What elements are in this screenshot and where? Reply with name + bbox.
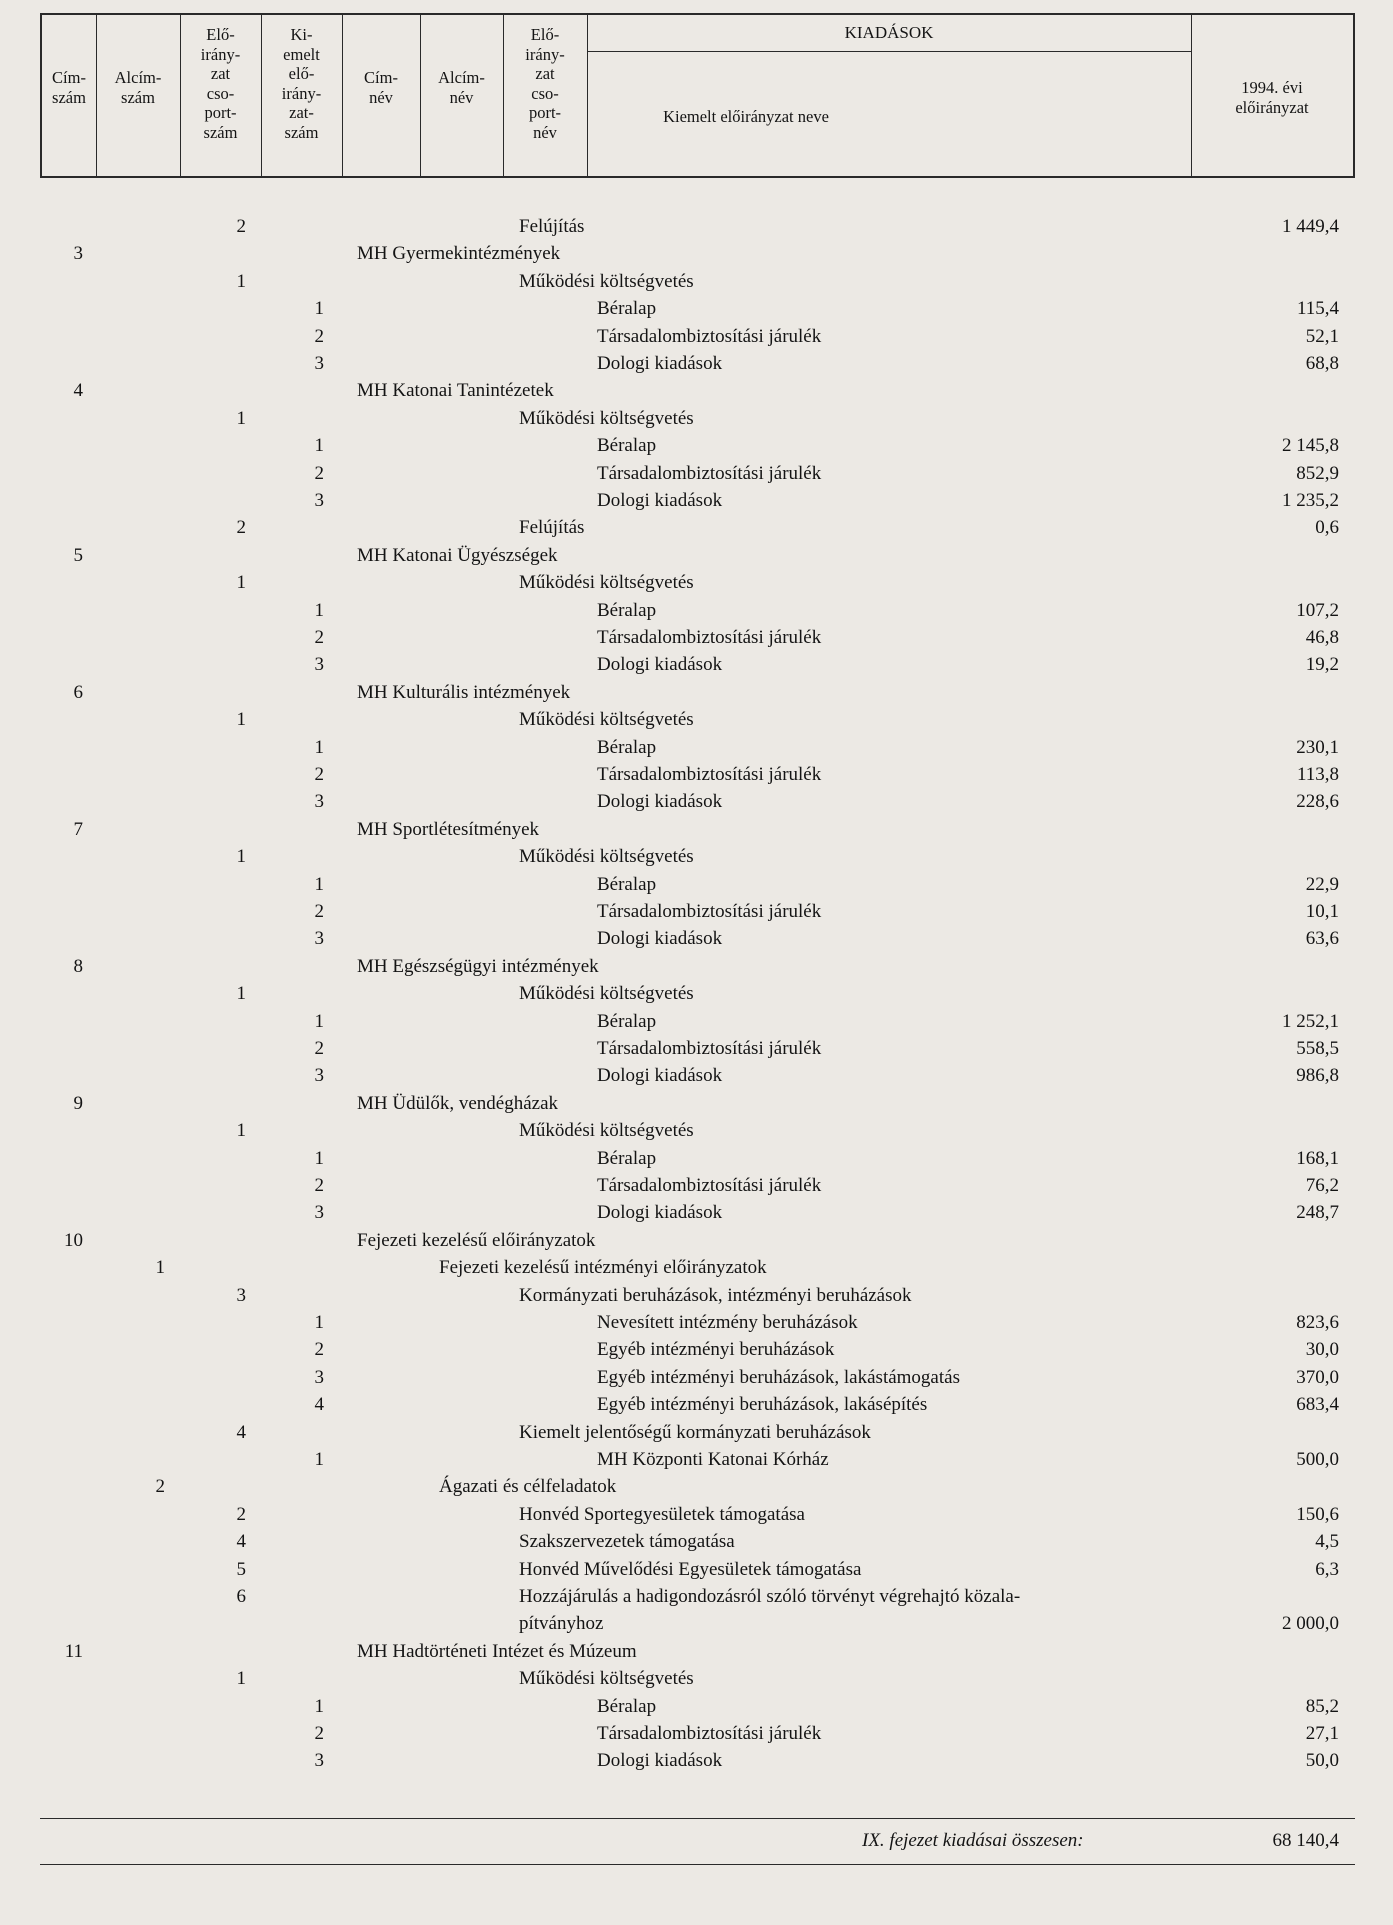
row-label: Nevesített intézmény beruházások (597, 1312, 858, 1333)
row-label: Működési költségvetés (519, 1668, 694, 1690)
row-number: 3 (314, 1366, 324, 1388)
row-label: MH Üdülők, vendégházak (357, 1092, 559, 1114)
table-row (0, 1638, 1393, 1665)
row-number: 1 (236, 1120, 246, 1142)
row-label: Béralap (597, 1010, 657, 1032)
row-label: Hozzájárulás a hadigondozásról szóló törvényt végrehajtó közala- (519, 1586, 1021, 1607)
row-number: 1 (236, 572, 246, 594)
row-amount: 46,8 (1305, 627, 1339, 648)
table-row (0, 597, 1393, 624)
row-label: Fejezeti kezelésű intézményi előirányzatok (439, 1257, 767, 1279)
row-number: 1 (314, 1449, 324, 1470)
row-label: Működési költségvetés (519, 572, 694, 594)
row-label: MH Katonai Ügyészségek (357, 544, 558, 566)
row-label: Társadalombiztosítási járulék (597, 901, 822, 922)
row-number: 1 (314, 1695, 324, 1717)
row-amount: 1 449,4 (1282, 216, 1339, 237)
table-row (0, 1446, 1393, 1473)
row-amount: 370,0 (1296, 1366, 1339, 1388)
row-label: pítványhoz (519, 1613, 604, 1635)
table-row (0, 1720, 1393, 1747)
table-row (0, 1035, 1393, 1062)
row-label: Kiemelt jelentőségű kormányzati beruházások (519, 1421, 871, 1443)
table-row (0, 432, 1393, 459)
table-row (0, 1364, 1393, 1391)
table-row (0, 1254, 1393, 1281)
row-label: Felújítás (519, 517, 585, 539)
row-amount: 852,9 (1296, 462, 1339, 484)
row-amount: 113,8 (1296, 764, 1339, 785)
row-amount: 168,1 (1296, 1147, 1339, 1169)
table-row (0, 1008, 1393, 1035)
row-label: Dologi kiadások (597, 791, 723, 813)
row-amount: 50,0 (1305, 1750, 1339, 1772)
row-label: Társadalombiztosítási járulék (597, 462, 822, 484)
row-label: MH Központi Katonai Kórház (597, 1449, 829, 1470)
row-amount: 986,8 (1296, 1065, 1339, 1087)
row-label: Egyéb intézményi beruházások, lakásépítés (597, 1394, 928, 1416)
row-number: 1 (236, 270, 246, 292)
row-number: 2 (314, 325, 324, 347)
table-row (0, 1391, 1393, 1418)
row-number: 2 (236, 216, 246, 237)
row-amount: 2 000,0 (1282, 1613, 1339, 1635)
row-label: Felújítás (519, 216, 585, 237)
table-row (0, 1336, 1393, 1363)
table-row (0, 1062, 1393, 1089)
row-amount: 22,9 (1305, 873, 1339, 895)
table-row (0, 1309, 1393, 1336)
row-number: 2 (314, 764, 324, 785)
table-row (0, 1117, 1393, 1144)
row-label: Dologi kiadások (597, 928, 723, 950)
row-number: 1 (314, 599, 324, 621)
table-row (0, 761, 1393, 788)
row-number: 1 (314, 736, 324, 758)
header-cimnev: Cím- név (364, 68, 398, 107)
row-amount: 115,4 (1296, 298, 1339, 320)
row-number: 2 (236, 1503, 246, 1525)
row-amount: 248,7 (1296, 1202, 1339, 1224)
row-number: 1 (155, 1257, 165, 1279)
row-label: Béralap (597, 736, 657, 758)
row-number: 1 (236, 983, 246, 1005)
table-row (0, 925, 1393, 952)
row-number: 5 (236, 1558, 246, 1580)
row-number: 7 (73, 818, 83, 840)
row-label: Honvéd Sportegyesületek támogatása (519, 1503, 805, 1525)
header-kiadasok: KIADÁSOK (844, 23, 934, 42)
row-amount: 63,6 (1305, 928, 1339, 950)
total-rule-top (40, 1818, 1355, 1819)
table-row (0, 953, 1393, 980)
row-number: 2 (314, 1339, 324, 1361)
row-number: 2 (314, 462, 324, 484)
row-amount: 2 145,8 (1282, 435, 1339, 457)
row-number: 1 (314, 435, 324, 457)
table-row (0, 871, 1393, 898)
row-number: 3 (314, 353, 324, 374)
header-subrule (587, 51, 1191, 52)
row-amount: 27,1 (1305, 1723, 1339, 1744)
row-number: 3 (314, 791, 324, 813)
row-amount: 230,1 (1296, 736, 1339, 758)
header-cimszam: Cím- szám (52, 68, 86, 107)
row-amount: 228,6 (1296, 791, 1339, 813)
row-label: Dologi kiadások (597, 1202, 723, 1224)
table-row (0, 1419, 1393, 1446)
table-row (0, 377, 1393, 404)
table-row (0, 1227, 1393, 1254)
table-row (0, 624, 1393, 651)
row-label: Fejezeti kezelésű előirányzatok (357, 1229, 596, 1251)
row-number: 3 (73, 243, 83, 265)
row-label: MH Kulturális intézmények (357, 681, 571, 703)
table-row (0, 240, 1393, 267)
table-row (0, 1610, 1393, 1637)
header-kiemelt-eloiranyzat-szam: Ki- emelt elő- irány- zat- szám (281, 25, 322, 142)
row-label: Béralap (597, 1695, 657, 1717)
row-amount: 107,2 (1296, 599, 1339, 621)
row-number: 1 (314, 298, 324, 320)
row-label: Béralap (597, 298, 657, 320)
row-label: Béralap (597, 435, 657, 457)
row-label: Társadalombiztosítási járulék (597, 1038, 822, 1059)
table-row (0, 1747, 1393, 1774)
table-row (0, 898, 1393, 925)
row-number: 1 (314, 1312, 324, 1333)
table-row (0, 295, 1393, 322)
table-row (0, 1145, 1393, 1172)
row-amount: 30,0 (1305, 1339, 1339, 1361)
row-label: MH Hadtörténeti Intézet és Múzeum (357, 1640, 637, 1662)
header-alcimszam: Alcím- szám (114, 68, 162, 107)
row-label: Működési költségvetés (519, 407, 694, 429)
header-eloiranyzat-csoport-szam: Elő- irány- zat cso- port- szám (200, 25, 241, 142)
row-number: 3 (314, 654, 324, 676)
row-label: Kormányzati beruházások, intézményi beruházások (519, 1284, 912, 1306)
row-number: 1 (236, 846, 246, 868)
row-number: 5 (73, 544, 83, 566)
table-row (0, 213, 1393, 240)
row-number: 3 (236, 1284, 246, 1306)
row-label: Társadalombiztosítási járulék (597, 764, 822, 785)
table-row (0, 487, 1393, 514)
row-label: Működési költségvetés (519, 270, 694, 292)
row-label: Dologi kiadások (597, 490, 723, 511)
row-number: 3 (314, 1750, 324, 1772)
table-row (0, 734, 1393, 761)
row-amount: 10,1 (1305, 901, 1339, 922)
row-label: Egyéb intézményi beruházások (597, 1339, 835, 1361)
row-amount: 76,2 (1305, 1175, 1339, 1196)
row-amount: 1 252,1 (1282, 1010, 1339, 1032)
row-number: 4 (236, 1531, 246, 1553)
row-label: Szakszervezetek támogatása (519, 1531, 735, 1553)
row-number: 1 (236, 709, 246, 731)
row-label: Társadalombiztosítási járulék (597, 1175, 822, 1196)
row-number: 4 (236, 1421, 246, 1443)
table-row (0, 843, 1393, 870)
row-label: Béralap (597, 599, 657, 621)
table-row (0, 1556, 1393, 1583)
row-label: Működési költségvetés (519, 709, 694, 731)
row-number: 1 (236, 407, 246, 429)
row-label: Egyéb intézményi beruházások, lakástámogatás (597, 1366, 960, 1388)
row-number: 2 (314, 901, 324, 922)
table-row (0, 1665, 1393, 1692)
row-number: 3 (314, 1202, 324, 1224)
row-number: 1 (236, 1668, 246, 1690)
row-number: 2 (236, 517, 246, 539)
row-amount: 68,8 (1305, 353, 1339, 374)
row-number: 3 (314, 928, 324, 950)
row-amount: 558,5 (1296, 1038, 1339, 1059)
table-row (0, 1473, 1393, 1500)
table-row (0, 788, 1393, 815)
table-row (0, 1528, 1393, 1555)
row-number: 10 (64, 1229, 83, 1251)
row-number: 9 (73, 1092, 83, 1114)
row-amount: 0,6 (1315, 517, 1339, 539)
table-row (0, 706, 1393, 733)
row-label: Dologi kiadások (597, 1065, 723, 1087)
row-label: Béralap (597, 1147, 657, 1169)
row-label: Működési költségvetés (519, 1120, 694, 1142)
row-number: 3 (314, 1065, 324, 1087)
table-row (0, 542, 1393, 569)
header-alcimnev: Alcím- név (438, 68, 485, 107)
table-row (0, 1282, 1393, 1309)
row-label: Honvéd Művelődési Egyesületek támogatása (519, 1558, 862, 1580)
row-number: 3 (314, 490, 324, 511)
row-number: 1 (314, 1010, 324, 1032)
row-amount: 500,0 (1296, 1449, 1339, 1470)
row-number: 11 (64, 1640, 83, 1662)
row-label: MH Katonai Tanintézetek (357, 380, 554, 402)
row-label: Működési költségvetés (519, 846, 694, 868)
row-label: Társadalombiztosítási járulék (597, 325, 822, 347)
row-label: Ágazati és célfeladatok (439, 1476, 617, 1498)
table-row (0, 1693, 1393, 1720)
row-number: 4 (314, 1394, 324, 1416)
total-rule-bottom (40, 1864, 1355, 1865)
row-number: 8 (73, 955, 83, 977)
row-number: 6 (73, 681, 83, 703)
row-number: 2 (314, 1038, 324, 1059)
row-label: Társadalombiztosítási járulék (597, 1723, 822, 1744)
row-number: 6 (236, 1586, 246, 1607)
table-row (0, 1199, 1393, 1226)
row-label: MH Sportlétesítmények (357, 818, 540, 840)
row-label: Béralap (597, 873, 657, 895)
header-eloiranyzat-csoport-nev: Elő- irány- zat cso- port- név (525, 25, 565, 142)
table-header (40, 13, 1355, 178)
row-amount: 823,6 (1296, 1312, 1339, 1333)
header-kiemelt-eloiranyzat-neve: Kiemelt előirányzat neve (663, 107, 829, 126)
row-label: MH Gyermekintézmények (357, 243, 561, 265)
row-number: 2 (155, 1476, 165, 1498)
row-label: MH Egészségügyi intézmények (357, 955, 599, 977)
row-number: 2 (314, 627, 324, 648)
row-number: 1 (314, 873, 324, 895)
row-number: 1 (314, 1147, 324, 1169)
total-label: IX. fejezet kiadásai összesen: (862, 1830, 1084, 1851)
row-label: Dologi kiadások (597, 654, 723, 676)
row-amount: 150,6 (1296, 1503, 1339, 1525)
row-label: Működési költségvetés (519, 983, 694, 1005)
row-number: 2 (314, 1175, 324, 1196)
row-amount: 683,4 (1296, 1394, 1339, 1416)
table-row (0, 323, 1393, 350)
row-amount: 1 235,2 (1282, 490, 1339, 511)
row-amount: 6,3 (1315, 1558, 1339, 1580)
table-row (0, 1172, 1393, 1199)
row-number: 2 (314, 1723, 324, 1744)
row-number: 4 (73, 380, 83, 402)
row-label: Dologi kiadások (597, 1750, 723, 1772)
header-1994-eloiranyzat: 1994. évi előirányzat (1235, 78, 1309, 117)
table-row (0, 569, 1393, 596)
row-amount: 4,5 (1315, 1531, 1339, 1553)
table-row (0, 1090, 1393, 1117)
row-amount: 52,1 (1305, 325, 1339, 347)
total-amount: 68 140,4 (1272, 1830, 1339, 1851)
table-row (0, 980, 1393, 1007)
table-row (0, 460, 1393, 487)
row-label: Társadalombiztosítási járulék (597, 627, 822, 648)
table-row (0, 405, 1393, 432)
table-row (0, 816, 1393, 843)
row-label: Dologi kiadások (597, 353, 723, 374)
table-row (0, 268, 1393, 295)
table-row (0, 1583, 1393, 1610)
table-row (0, 514, 1393, 541)
row-amount: 19,2 (1305, 654, 1339, 676)
row-amount: 85,2 (1305, 1695, 1339, 1717)
table-row (0, 1501, 1393, 1528)
table-row (0, 651, 1393, 678)
table-row (0, 679, 1393, 706)
table-row (0, 350, 1393, 377)
